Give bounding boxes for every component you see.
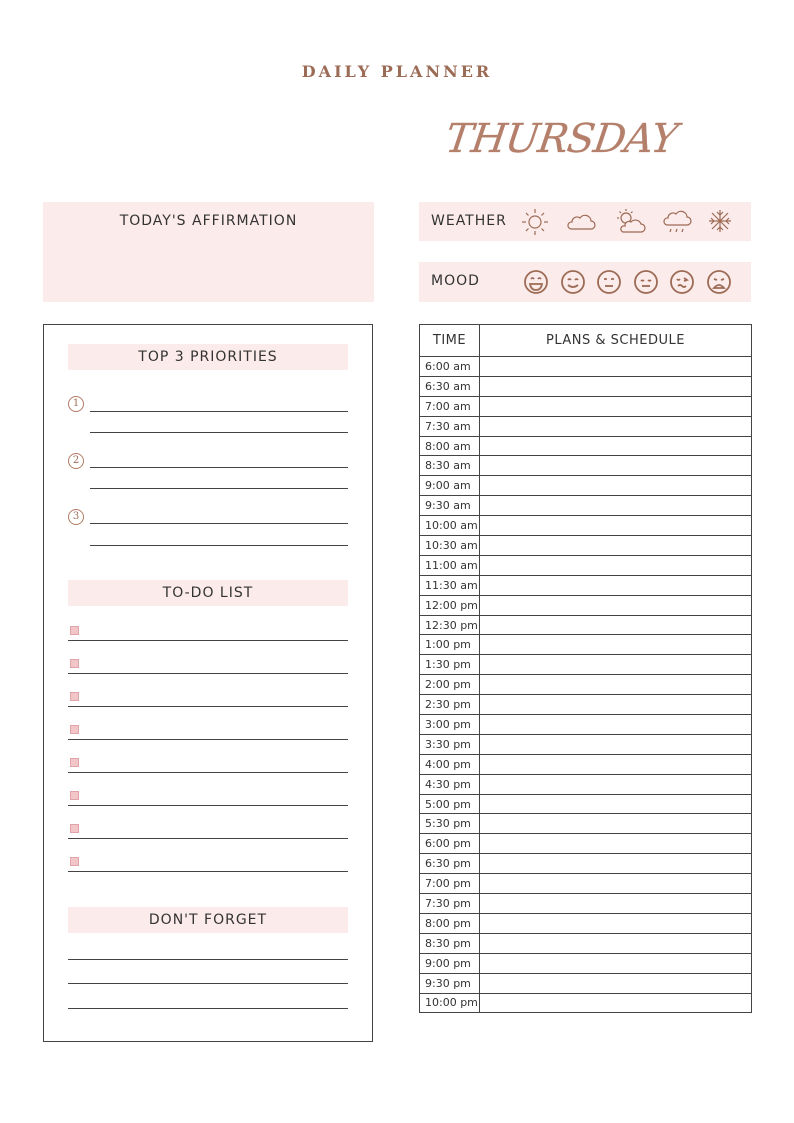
plan-entry-cell[interactable] [480, 615, 752, 635]
plan-entry-cell[interactable] [480, 595, 752, 615]
dont-forget-line[interactable] [68, 1008, 348, 1009]
time-slot-label: 8:30 am [420, 456, 480, 476]
schedule-row [420, 516, 752, 536]
time-slot-label: 5:00 pm [420, 794, 480, 814]
time-slot-label: 1:00 pm [420, 635, 480, 655]
plan-entry-cell[interactable] [480, 933, 752, 953]
schedule-row [420, 953, 752, 973]
priority-line[interactable] [90, 411, 348, 412]
schedule-row [420, 555, 752, 575]
schedule-row [420, 396, 752, 416]
plan-entry-cell[interactable] [480, 734, 752, 754]
time-slot-label: 1:30 pm [420, 655, 480, 675]
schedule-row [420, 933, 752, 953]
smile-face-icon[interactable] [560, 269, 586, 295]
plan-entry-cell[interactable] [480, 854, 752, 874]
time-slot-label: 6:30 am [420, 376, 480, 396]
todo-line[interactable] [68, 871, 348, 872]
todo-line[interactable] [68, 805, 348, 806]
weather-label: WEATHER [431, 213, 507, 229]
time-slot-label: 12:30 pm [420, 615, 480, 635]
day-heading [442, 108, 706, 168]
time-slot-label: 8:30 pm [420, 933, 480, 953]
schedule-row [420, 993, 752, 1013]
plan-entry-cell[interactable] [480, 993, 752, 1013]
time-slot-label: 9:30 am [420, 496, 480, 516]
plan-entry-cell[interactable] [480, 973, 752, 993]
page-title: DAILY PLANNER [301, 62, 493, 81]
schedule-row [420, 456, 752, 476]
schedule-row [420, 635, 752, 655]
time-slot-label: 6:00 pm [420, 834, 480, 854]
snowflake-icon[interactable] [707, 208, 733, 234]
partly-cloudy-icon[interactable] [613, 207, 647, 237]
plan-entry-cell[interactable] [480, 376, 752, 396]
priorities-heading: TOP 3 PRIORITIES [68, 344, 348, 370]
time-slot-label: 8:00 am [420, 436, 480, 456]
schedule-row [420, 715, 752, 735]
todo-checkbox[interactable] [70, 857, 79, 866]
time-slot-label: 2:30 pm [420, 695, 480, 715]
todo-line[interactable] [68, 739, 348, 740]
schedule-row [420, 675, 752, 695]
schedule-row [420, 754, 752, 774]
todo-line[interactable] [68, 640, 348, 641]
todo-line[interactable] [68, 673, 348, 674]
mood-box [419, 262, 751, 302]
todo-checkbox[interactable] [70, 725, 79, 734]
plan-entry-cell[interactable] [480, 536, 752, 556]
plan-entry-cell[interactable] [480, 874, 752, 894]
schedule-row [420, 695, 752, 715]
schedule-row [420, 575, 752, 595]
affirmation-box[interactable] [43, 202, 374, 302]
priority-number: 1 [68, 396, 84, 412]
plan-entry-cell[interactable] [480, 913, 752, 933]
time-slot-label: 6:00 am [420, 357, 480, 377]
priority-number: 3 [68, 509, 84, 525]
plan-entry-cell[interactable] [480, 894, 752, 914]
time-slot-label: 9:00 pm [420, 953, 480, 973]
schedule-row [420, 615, 752, 635]
time-slot-label: 4:30 pm [420, 774, 480, 794]
wink-face-icon[interactable] [669, 269, 695, 295]
dont-forget-heading: DON'T FORGET [68, 907, 348, 933]
upset-face-icon[interactable] [706, 269, 732, 295]
weather-box [419, 202, 751, 241]
plan-entry-cell[interactable] [480, 715, 752, 735]
time-slot-label: 9:00 am [420, 476, 480, 496]
cloud-icon[interactable] [565, 209, 597, 235]
time-slot-label: 7:30 am [420, 416, 480, 436]
time-column-header: TIME [420, 325, 480, 357]
todo-line[interactable] [68, 838, 348, 839]
time-slot-label: 11:30 am [420, 575, 480, 595]
time-slot-label: 7:00 pm [420, 874, 480, 894]
time-slot-label: 9:30 pm [420, 973, 480, 993]
todo-checkbox[interactable] [70, 626, 79, 635]
schedule-row [420, 794, 752, 814]
schedule-row [420, 357, 752, 377]
schedule-row [420, 436, 752, 456]
plan-entry-cell[interactable] [480, 953, 752, 973]
todo-checkbox[interactable] [70, 692, 79, 701]
schedule-row [420, 913, 752, 933]
priority-number: 2 [68, 453, 84, 469]
plans-column-header: PLANS & SCHEDULE [480, 325, 752, 357]
time-slot-label: 2:00 pm [420, 675, 480, 695]
plan-entry-cell[interactable] [480, 754, 752, 774]
schedule-row [420, 416, 752, 436]
schedule-row [420, 496, 752, 516]
plan-entry-cell[interactable] [480, 695, 752, 715]
plan-entry-cell[interactable] [480, 655, 752, 675]
time-slot-label: 3:00 pm [420, 715, 480, 735]
schedule-row [420, 874, 752, 894]
todo-checkbox[interactable] [70, 824, 79, 833]
plan-entry-cell[interactable] [480, 416, 752, 436]
schedule-row [420, 814, 752, 834]
plan-entry-cell[interactable] [480, 814, 752, 834]
todo-line[interactable] [68, 772, 348, 773]
priority-line[interactable] [90, 545, 348, 546]
plan-entry-cell[interactable] [480, 675, 752, 695]
dont-forget-line[interactable] [68, 983, 348, 984]
todo-checkbox[interactable] [70, 758, 79, 767]
schedule-row [420, 854, 752, 874]
priority-line[interactable] [90, 488, 348, 489]
plan-entry-cell[interactable] [480, 357, 752, 377]
affirmation-label: TODAY'S AFFIRMATION [119, 213, 298, 229]
time-slot-label: 3:30 pm [420, 734, 480, 754]
time-slot-label: 10:30 am [420, 536, 480, 556]
schedule-row [420, 536, 752, 556]
schedule-row [420, 774, 752, 794]
flat-face-icon[interactable] [633, 269, 659, 295]
time-slot-label: 7:30 pm [420, 894, 480, 914]
plan-entry-cell[interactable] [480, 476, 752, 496]
plan-entry-cell[interactable] [480, 516, 752, 536]
schedule-table [419, 324, 752, 1013]
schedule-row [420, 973, 752, 993]
time-slot-label: 5:30 pm [420, 814, 480, 834]
schedule-body [420, 357, 752, 1013]
sun-icon[interactable] [520, 207, 550, 237]
time-slot-label: 4:00 pm [420, 754, 480, 774]
plan-entry-cell[interactable] [480, 774, 752, 794]
plan-entry-cell[interactable] [480, 635, 752, 655]
time-slot-label: 11:00 am [420, 555, 480, 575]
priority-line[interactable] [90, 467, 348, 468]
schedule-row [420, 595, 752, 615]
grin-face-icon[interactable] [523, 269, 549, 295]
priority-line[interactable] [90, 432, 348, 433]
plan-entry-cell[interactable] [480, 834, 752, 854]
plan-entry-cell[interactable] [480, 794, 752, 814]
todo-heading: TO-DO LIST [68, 580, 348, 606]
plan-entry-cell[interactable] [480, 555, 752, 575]
day-label: THURSDAY [442, 116, 680, 162]
schedule-row [420, 476, 752, 496]
time-slot-label: 10:00 am [420, 516, 480, 536]
plan-entry-cell[interactable] [480, 575, 752, 595]
schedule-row [420, 834, 752, 854]
left-panel [43, 324, 373, 1042]
plan-entry-cell[interactable] [480, 496, 752, 516]
schedule-header-row [420, 325, 752, 357]
priority-line[interactable] [90, 523, 348, 524]
schedule-row [420, 376, 752, 396]
schedule-row [420, 734, 752, 754]
time-slot-label: 10:00 pm [420, 993, 480, 1013]
time-slot-label: 6:30 pm [420, 854, 480, 874]
schedule-row [420, 655, 752, 675]
rain-cloud-icon[interactable] [661, 207, 693, 237]
time-slot-label: 12:00 pm [420, 595, 480, 615]
plan-entry-cell[interactable] [480, 456, 752, 476]
plan-entry-cell[interactable] [480, 436, 752, 456]
plan-entry-cell[interactable] [480, 396, 752, 416]
todo-line[interactable] [68, 706, 348, 707]
schedule-row [420, 894, 752, 914]
time-slot-label: 8:00 pm [420, 913, 480, 933]
neutral-face-icon[interactable] [596, 269, 622, 295]
time-slot-label: 7:00 am [420, 396, 480, 416]
todo-checkbox[interactable] [70, 659, 79, 668]
mood-label: MOOD [431, 273, 480, 289]
dont-forget-line[interactable] [68, 959, 348, 960]
todo-checkbox[interactable] [70, 791, 79, 800]
